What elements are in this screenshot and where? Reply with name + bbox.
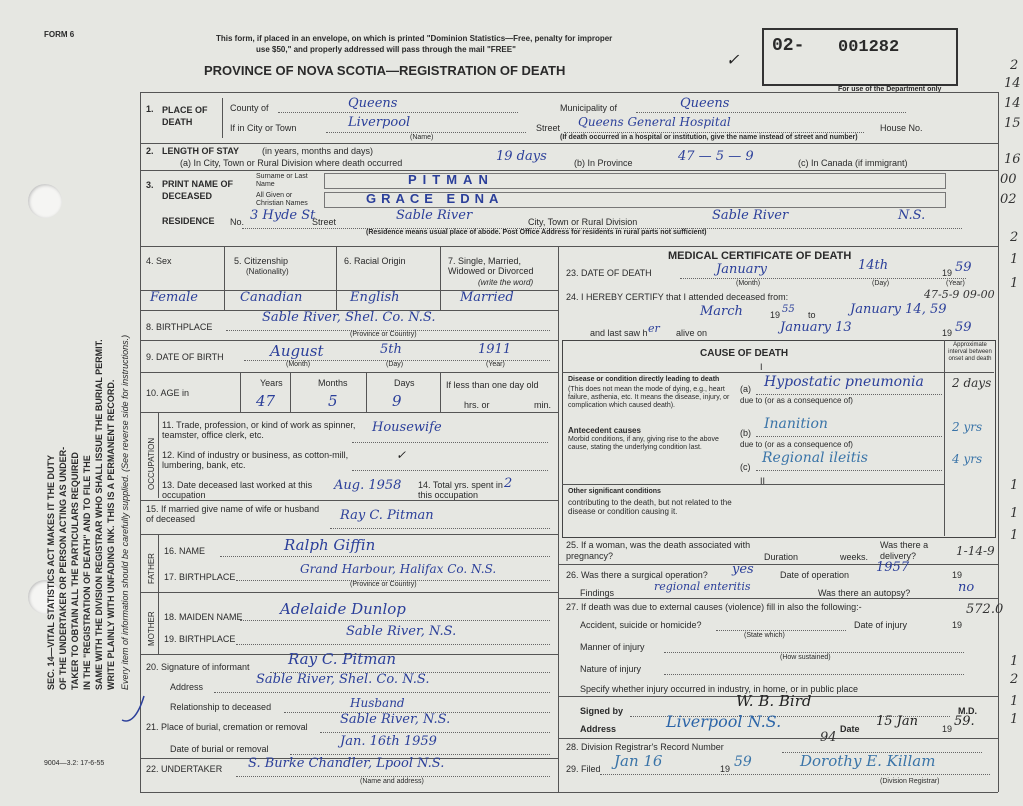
md-label: M.D. (958, 706, 977, 716)
margin-code: 14 (1004, 96, 1021, 111)
to-label: to (808, 310, 816, 320)
burial-date-value: Jan. 16th 1959 (340, 734, 437, 749)
cell-divider (440, 372, 441, 412)
dob-day-note: (Day) (386, 361, 404, 368)
stay-b-label: (b) In Province (574, 158, 633, 168)
margin-code: 00 (1000, 172, 1017, 187)
alive-value: January 13 (780, 320, 852, 335)
medical-title: MEDICAL CERTIFICATE OF DEATH (668, 250, 852, 262)
delivery-value: 1-14-9 (956, 544, 995, 558)
date-of-death-label: 23. DATE OF DEATH (566, 268, 652, 278)
margin-code: 1 (1010, 276, 1019, 291)
death-year: 59 (955, 260, 972, 275)
row-divider (140, 246, 998, 247)
place-label: PLACE OF DEATH (162, 105, 208, 127)
father-name-label: 16. NAME (164, 546, 206, 556)
mother-maiden-label: 18. MAIDEN NAME (164, 612, 243, 622)
q25-label: 25. If a woman, was the death associated with pregnancy? (566, 540, 751, 561)
residence-label: RESIDENCE (162, 216, 215, 226)
surgery-value: yes (732, 562, 754, 577)
margin-code: 1 (1010, 712, 1019, 727)
margin-code: 1 (1010, 694, 1019, 709)
dob-day: 5th (380, 342, 402, 357)
cause-divider (562, 372, 994, 373)
row-divider (140, 340, 558, 341)
alive-on-label: alive on (676, 328, 708, 338)
age-days: 9 (392, 392, 402, 410)
father-birthplace-note: (Province or Country) (350, 581, 417, 588)
state-which-note: (State which) (744, 632, 785, 639)
residence-value: 3 Hyde St (250, 208, 316, 223)
side-instruction-2: OF THE UNDERTAKER OR PERSON ACTING AS UNDER- (58, 446, 68, 690)
total-years-label: 14. Total yrs. spent in this occupation (418, 480, 503, 500)
relationship-value: Husband (350, 696, 405, 710)
mother-maiden-line (240, 620, 550, 621)
death-month-note: (Month) (736, 280, 761, 287)
row-divider (140, 534, 558, 535)
dob-year-note: (Year) (486, 361, 505, 368)
alive-year: 59 (955, 320, 972, 335)
margin-ink-mark (118, 690, 148, 730)
stay-label: LENGTH OF STAY (162, 146, 240, 156)
specify-label: Specify whether injury occurred in industry, in home, or in public place (580, 684, 858, 694)
form-title: PROVINCE OF NOVA SCOTIA—REGISTRATION OF DEATH (204, 63, 566, 78)
manner-line (664, 652, 964, 653)
father-birthplace-value: Grand Harbour, Halifax Co. N.S. (300, 562, 497, 576)
age-months: 5 (328, 392, 338, 410)
filed-year: 59 (734, 754, 752, 770)
birthplace-note: (Province or Country) (350, 331, 417, 338)
op-year-prefix: 19 (952, 570, 963, 580)
residence-prov: N.S. (898, 208, 926, 223)
q28-value: 94 (820, 730, 837, 745)
father-name-line (220, 556, 550, 557)
op-date-value: 1957 (876, 560, 910, 575)
filed-year-prefix: 19 (720, 764, 731, 774)
cell-divider (440, 246, 441, 310)
months-label: Months (318, 378, 348, 388)
city-name-note: (Name) (410, 134, 434, 141)
margin-code: 1 (1010, 654, 1019, 669)
dob-label: 9. DATE OF BIRTH (146, 352, 224, 362)
cause-a-label: (a) (740, 384, 751, 394)
reg-number: 001282 (838, 38, 900, 57)
citizenship-note: (Nationality) (246, 267, 289, 276)
last-worked-label: 13. Date deceased last worked at this occupation (162, 480, 313, 500)
immediate-note: (This does not mean the mode of dying, e.g., heart failure, asthenia, etc. It means the disease, injury, or complication which caused death). (568, 386, 730, 409)
cert-date-value: 15 Jan (876, 714, 919, 729)
burial-date-label: Date of burial or removal (170, 744, 269, 754)
county-label: County of (230, 103, 269, 113)
accident-label: Accident, suicide or homicide? (580, 620, 702, 630)
city-label: If in City or Town (230, 123, 297, 133)
antecedent-note: Morbid conditions, if any, giving rise to the above cause, stating the underlying condition last. (568, 436, 719, 451)
autopsy-label: Was there an autopsy? (818, 588, 911, 598)
place-num: 1. (146, 104, 154, 114)
marital-value: Married (460, 290, 514, 305)
findings-value: regional enteritis (654, 580, 751, 593)
county-line (278, 112, 518, 113)
duration-label: Duration (764, 552, 799, 562)
death-year-prefix: 19 (942, 268, 953, 278)
citizenship-value: Canadian (240, 290, 303, 305)
side-instruction-5: SAME WITH THE DIVISION REGISTRAR WHO SHALL ISSUE THE BURIAL PERMIT. (94, 339, 104, 690)
stay-label-note: (in years, months and days) (262, 146, 374, 156)
accident-line (716, 630, 846, 631)
row-divider (140, 143, 998, 144)
margin-code: 2 (1010, 58, 1019, 73)
how-sustained-note: (How sustained) (780, 654, 831, 661)
due-to-a: due to (or as a consequence of) (740, 396, 853, 405)
row-divider (558, 598, 998, 599)
informant-address-value: Sable River, Shel. Co. N.S. (256, 672, 430, 687)
filed-value: Jan 16 (614, 752, 663, 770)
years-label: Years (260, 378, 283, 388)
racial-value: English (350, 290, 400, 305)
margin-code: 2 (1010, 672, 1019, 687)
other-note: contributing to the death, but not related to the disease or condition causing it. (568, 498, 732, 516)
cell-divider (290, 372, 291, 412)
row-divider (140, 592, 558, 593)
other-label: Other significant conditions (568, 488, 661, 495)
min-label: min. (534, 400, 552, 410)
side-instruction-3: TAKER TO OBTAIN ALL THE PARTICULARS REQUIRED (70, 452, 80, 690)
residence-note: (Residence means usual place of abode. Post Office Address for residents in rural parts not sufficient) (366, 229, 707, 236)
frame-left-line (140, 92, 141, 792)
weeks-label: weeks. (840, 552, 869, 562)
undertaker-value: S. Burke Chandler, Lpool N.S. (248, 756, 445, 771)
hrs-label: hrs. or (464, 400, 490, 410)
cause-b-interval: 2 yrs (952, 420, 983, 434)
side-instruction-4: IN THE "REGISTRATION OF DEATH" AND TO FILE THE (82, 455, 92, 690)
registrar-note: (Division Registrar) (880, 778, 940, 785)
death-date-line (680, 278, 966, 279)
cell-divider (240, 372, 241, 412)
margin-code: 2 (1010, 230, 1019, 245)
racial-label: 6. Racial Origin (344, 256, 406, 266)
one-day-label: If less than one day old (446, 380, 539, 390)
cause-b-label: (b) (740, 428, 751, 438)
mother-bracket (158, 592, 159, 654)
marital-note: (write the word) (478, 278, 534, 287)
residence-street: Street (312, 217, 337, 227)
from-month: March (700, 304, 743, 319)
margin-code: 15 (1004, 116, 1021, 131)
cell-divider (336, 246, 337, 310)
signed-value: W. B. Bird (736, 692, 812, 710)
cell-divider (366, 372, 367, 412)
stay-a-value: 19 days (496, 149, 547, 164)
father-side-label: FATHER (147, 553, 156, 584)
mother-maiden-value: Adelaide Dunlop (280, 600, 406, 618)
cert-year-prefix: 19 (942, 724, 953, 734)
dept-use-note: For use of the Department only (838, 86, 942, 93)
mother-birthplace-value: Sable River, N.S. (346, 624, 457, 639)
last-saw-suffix: er (648, 322, 660, 335)
cause-part1: I (760, 362, 763, 372)
place-bracket (222, 98, 223, 138)
days-label: Days (394, 378, 415, 388)
cell-divider (224, 246, 225, 310)
burial-label: 21. Place of burial, cremation or removal (146, 722, 308, 732)
age-label: 10. AGE in (146, 388, 190, 398)
mother-birthplace-label: 19. BIRTHPLACE (164, 634, 236, 644)
reg-number-prefix: 02- (772, 36, 805, 56)
cause-part2: II (760, 476, 766, 486)
margin-code: 02 (1000, 192, 1017, 207)
delivery-label: Was there a delivery? (880, 540, 929, 561)
q27-margin: 572.0 (966, 602, 1004, 617)
cause-c-value: Regional ileitis (762, 450, 868, 466)
envelope-notice-1: This form, if placed in an envelope, on which is printed "Dominion Statistics—Free, penalty for improper (216, 34, 613, 43)
residence-no: No. (230, 217, 245, 227)
institution-note: (If death occurred in a hospital or institution, give the name instead of street and number) (560, 134, 858, 141)
residence-city-label: City, Town or Rural Division (528, 217, 638, 227)
undertaker-line (236, 776, 550, 777)
burial-value: Sable River, N.S. (340, 712, 451, 727)
q27-label: 27. If death was due to external causes (violence) fill in also the following:- (566, 602, 862, 612)
certify-margin-note: 47-5-9 09-00 (924, 288, 995, 301)
cause-b-line (756, 436, 942, 437)
stay-c-label: (c) In Canada (if immigrant) (798, 158, 908, 168)
cause-b-value: Inanition (764, 416, 828, 432)
form-label: FORM 6 (44, 30, 75, 39)
address-label: Address (580, 724, 617, 734)
interval-note: Approximate interval between onset and death (948, 342, 992, 362)
trade-label: 11. Trade, profession, or kind of work as spinner, teamster, office clerk, etc. (162, 420, 356, 440)
frame-right-line (998, 92, 999, 792)
birthplace-value: Sable River, Shel. Co. N.S. (262, 310, 436, 325)
marital-label: 7. Single, Married, Widowed or Divorced (448, 256, 534, 276)
row-divider (140, 500, 558, 501)
margin-code: 14 (1004, 76, 1021, 91)
spouse-line (330, 528, 550, 529)
given-label: All Given or Christian Names (256, 192, 308, 207)
street-value: Queens General Hospital (578, 115, 731, 129)
signed-label: Signed by (580, 706, 624, 716)
stay-a-label: (a) In City, Town or Rural Division where death occurred (180, 158, 403, 168)
antecedent-label: Antecedent causes (568, 426, 641, 435)
given-value: GRACE EDNA (366, 191, 504, 206)
due-to-b: due to (or as a consequence of) (740, 440, 853, 449)
envelope-notice-2: use $50," and properly addressed will pass through the mail "FREE" (256, 45, 516, 54)
street-label: Street (536, 123, 561, 133)
municipality-line (636, 112, 906, 113)
industry-value: ✓ (396, 448, 407, 462)
interval-divider (944, 340, 945, 536)
dob-month: August (270, 342, 324, 360)
side-instruction-1: SEC. 14—VITAL STATISTICS ACT MAKES IT THE DUTY (46, 454, 56, 690)
undertaker-label: 22. UNDERTAKER (146, 764, 223, 774)
to-date: January 14, 59 (850, 302, 947, 317)
total-years-value: 2 (504, 476, 513, 491)
occupation-side-label: OCCUPATION (147, 437, 156, 490)
certify-label: 24. I HEREBY CERTIFY that I attended deceased from: (566, 292, 789, 302)
mother-side-label: MOTHER (147, 611, 156, 646)
surname-value: PITMAN (408, 172, 494, 187)
side-instruction-7 (120, 335, 131, 690)
filed-line (600, 774, 990, 775)
margin-code: 1 (1010, 506, 1019, 521)
death-month: January (716, 262, 768, 277)
municipality-value: Queens (680, 96, 730, 111)
trade-value: Housewife (372, 420, 442, 435)
dob-year: 1911 (478, 342, 512, 357)
margin-code: 16 (1004, 152, 1021, 167)
cause-c-line (756, 470, 942, 471)
from-year: 55 (782, 304, 795, 315)
occupation-bracket (158, 412, 159, 498)
county-value: Queens (348, 96, 398, 111)
form-code: 9004—3.2: 17-6-55 (44, 760, 105, 767)
residence-rural: Sable River (712, 208, 789, 223)
industry-label: 12. Kind of industry or business, as cotton-mill, lumbering, bank, etc. (162, 450, 349, 470)
address-value: Liverpool N.S. (666, 712, 782, 731)
sex-label: 4. Sex (146, 256, 172, 266)
sex-value: Female (150, 290, 198, 305)
name-num: 3. (146, 180, 154, 190)
cert-year: 59. (954, 714, 975, 729)
row-divider (558, 738, 998, 739)
name-label: PRINT NAME OF DECEASED (162, 179, 233, 201)
margin-code: 1 (1010, 252, 1019, 267)
relationship-label: Relationship to deceased (170, 702, 272, 712)
city-line (326, 132, 526, 133)
from-year-prefix: 19 (770, 310, 781, 320)
death-day: 14th (858, 258, 889, 273)
cause-a-value: Hypostatic pneumonia (764, 374, 924, 390)
registrar-signature: Dorothy E. Killam (800, 752, 936, 770)
citizenship-label: 5. Citizenship (234, 256, 289, 266)
findings-label: Findings (580, 588, 615, 598)
margin-code: 1 (1010, 528, 1019, 543)
cause-c-interval: 4 yrs (952, 452, 983, 466)
side-instruction-6: WRITE PLAINLY WITH UNFADING INK. THIS IS A PERMANENT RECORD. (106, 379, 116, 690)
house-label: House No. (880, 123, 923, 133)
residence-town: Sable River (396, 208, 473, 223)
trade-line (352, 442, 548, 443)
alive-year-prefix: 19 (942, 328, 953, 338)
side-instruction-7b: (See reverse side for instructions.) (120, 334, 130, 472)
op-date-label: Date of operation (780, 570, 850, 580)
column-divider (558, 246, 559, 792)
row-divider (558, 564, 998, 565)
frame-bottom-line (140, 792, 998, 793)
city-value: Liverpool (348, 115, 411, 130)
cause-divider (562, 484, 944, 485)
punch-hole-top (28, 184, 62, 218)
father-birthplace-label: 17. BIRTHPLACE (164, 572, 236, 582)
informant-address-line (214, 692, 550, 693)
cert-date-label: Date (840, 724, 860, 734)
q29-label: 29. Filed (566, 764, 601, 774)
surname-label: Surname or Last Name (256, 173, 308, 188)
age-years: 47 (256, 392, 276, 410)
date-injury-year: 19 (952, 620, 963, 630)
burial-date-line (290, 754, 550, 755)
informant-sig-label: 20. Signature of informant (146, 662, 250, 672)
date-injury-label: Date of injury (854, 620, 908, 630)
death-day-note: (Day) (872, 280, 890, 287)
tick-mark: ✓ (726, 50, 740, 69)
industry-line (352, 470, 548, 471)
stay-b-value: 47 — 5 — 9 (678, 149, 754, 164)
cause-c-label: (c) (740, 462, 751, 472)
undertaker-note: (Name and address) (360, 778, 424, 785)
death-year-note: (Year) (946, 280, 965, 287)
side-instruction-7a: Every item of information should be carefully supplied. (120, 474, 130, 690)
mother-birthplace-line (236, 644, 550, 645)
father-bracket (158, 534, 159, 592)
dob-month-note: (Month) (286, 361, 311, 368)
cause-a-line (756, 394, 942, 395)
manner-label: Manner of injury (580, 642, 645, 652)
row-divider (140, 372, 558, 373)
stay-num: 2. (146, 146, 154, 156)
nature-label: Nature of injury (580, 664, 642, 674)
cause-title: CAUSE OF DEATH (700, 348, 789, 359)
informant-sig-value: Ray C. Pitman (288, 650, 397, 668)
birthplace-label: 8. BIRTHPLACE (146, 322, 213, 332)
informant-address-label: Address (170, 682, 204, 692)
cause-a-interval: 2 days (952, 376, 992, 390)
frame-top-line (140, 92, 998, 93)
spouse-label: 15. If married give name of wife or husband of deceased (146, 504, 320, 524)
burial-line (320, 732, 550, 733)
last-worked-value: Aug. 1958 (334, 478, 402, 493)
father-name-value: Ralph Giffin (284, 536, 376, 554)
last-saw-label: and last saw h (590, 328, 648, 338)
q26-label: 26. Was there a surgical operation? (566, 570, 708, 580)
immediate-label: Disease or condition directly leading to death (568, 376, 720, 383)
nature-line (664, 674, 964, 675)
autopsy-value: no (958, 580, 975, 595)
row-divider (140, 412, 558, 413)
row-divider (140, 170, 998, 171)
margin-code: 1 (1010, 478, 1019, 493)
street-line (564, 132, 864, 133)
municipality-label: Municipality of (560, 103, 618, 113)
q28-label: 28. Division Registrar's Record Number (566, 742, 724, 752)
spouse-value: Ray C. Pitman (340, 508, 434, 523)
